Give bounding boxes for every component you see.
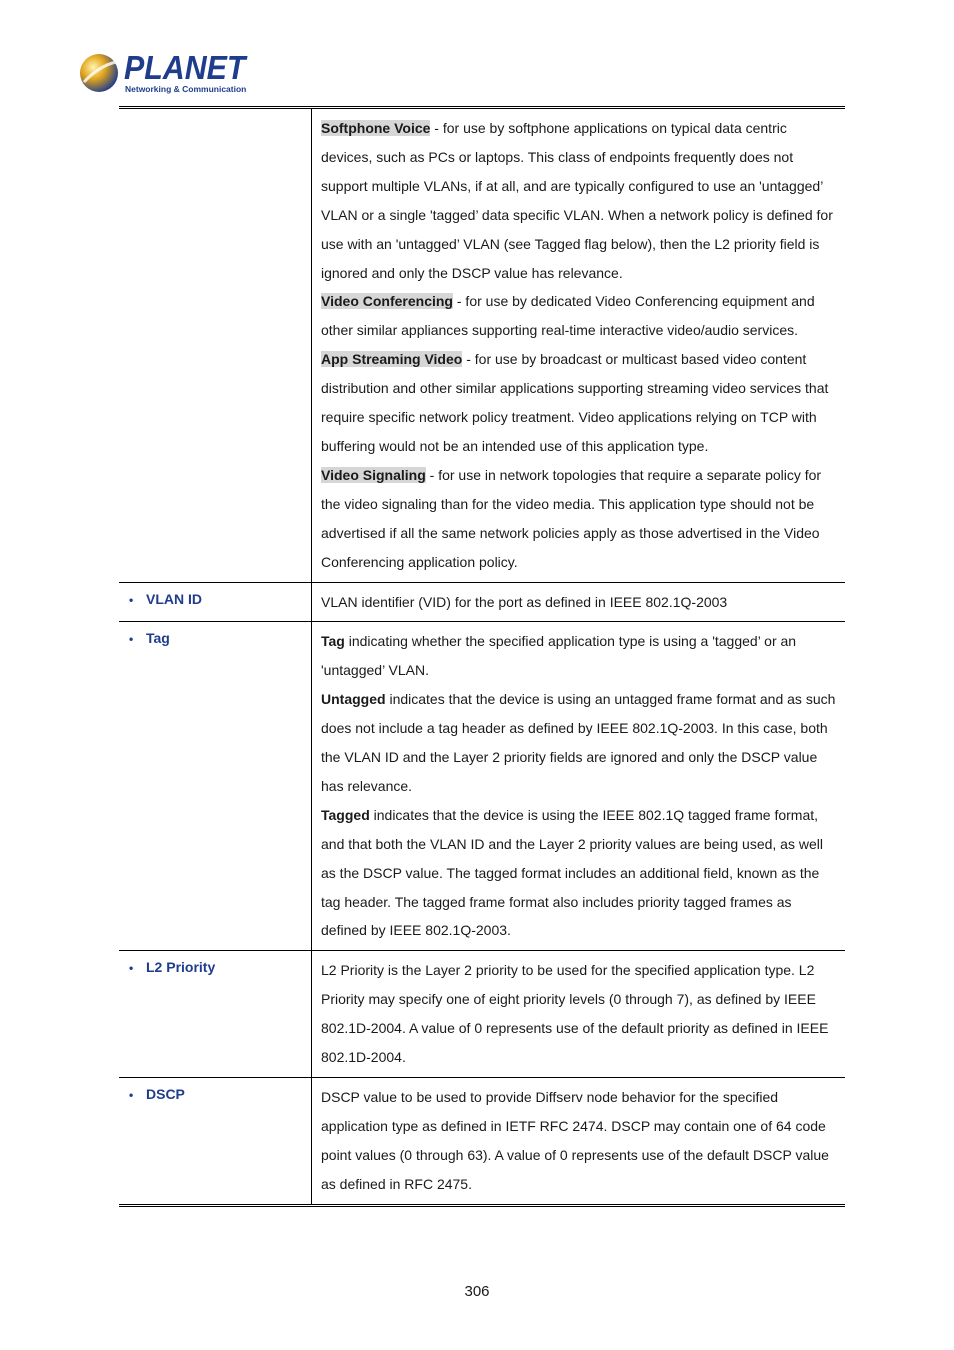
planet-logo (78, 50, 248, 96)
description-cell (312, 583, 845, 622)
term-label: Softphone Voice (321, 120, 431, 136)
bullet-icon: • (129, 592, 134, 607)
description-text: L2 Priority is the Layer 2 priority to be used for the specified application type. L2 Priority may specify one of eight priority levels (0 through 7), as defined by IEEE 802.1D-2004. A value of 0 represents use of the default priority as defined in IEEE 802.1D-2004. (321, 962, 829, 1066)
description-text: - for use in network topologies that require a separate policy for the video signaling than for the video media. This application type should not be advertised if all the same network policies apply as those advertised in the Video Conferencing application policy. (321, 466, 822, 570)
parameter-table (119, 106, 845, 1207)
parameter-label: DSCP (146, 1086, 185, 1102)
table-row (119, 582, 845, 622)
logo-tagline: Networking & Communication (125, 84, 247, 94)
description-text: - for use by softphone applications on typical data centric devices, such as PCs or laptops. This class of endpoints frequently does not support multiple VLANs, if at all, and are typically configured to use an 'untagged’ VLAN or a single 'tagged’ data specific VLAN. When a network policy is defined for use with an 'untagged’ VLAN (see Tagged flag below), then the L2 priority field is ignored and only the DSCP value has relevance. (321, 120, 833, 281)
description-paragraph (321, 114, 839, 287)
parameter-cell (119, 583, 312, 622)
term-label: Tag (321, 633, 345, 650)
parameter-label: VLAN ID (146, 590, 202, 607)
term-label: Untagged (321, 691, 386, 708)
bullet-icon: • (129, 1088, 134, 1102)
parameter-cell (119, 622, 312, 950)
description-paragraph (321, 345, 839, 461)
description-text: - for use by dedicated Video Conferencing equipment and other similar appliances supporting real-time interactive video/audio services. (321, 293, 815, 339)
bullet-icon: • (129, 632, 134, 647)
term-label: Video Conferencing (321, 293, 453, 310)
description-paragraph (321, 588, 839, 617)
bullet-icon: • (129, 961, 134, 976)
table-row (119, 109, 845, 582)
description-cell (312, 951, 845, 1077)
description-paragraph (321, 801, 839, 946)
description-cell (312, 1078, 845, 1204)
description-cell (312, 622, 845, 950)
table-row (119, 621, 845, 950)
description-text: indicates that the device is using the IEEE 802.1Q tagged frame format, and that both the VLAN ID and the Layer 2 priority values are being used, as well as the DSCP value. The tagged format includes an additional field, known as the tag header. The tagged frame format also includes priority tagged frames as defined by IEEE 802.1Q-2003. (321, 806, 823, 939)
description-text: - for use by broadcast or multicast based video content distribution and other similar applications supporting streaming video services that require specific network policy treatment. Video applications relying on TCP with buffering would not be an intended use of this application type. (321, 351, 829, 454)
table-row (119, 1077, 845, 1204)
description-text: DSCP value to be used to provide Diffserv node behavior for the specified application type as defined in IETF RFC 2474. DSCP may contain one of 64 code point values (0 through 63). A value of 0 represents use of the default DSCP value as defined in RFC 2475. (321, 1089, 829, 1192)
parameter-label: L2 Priority (146, 959, 216, 976)
description-text: indicates that the device is using an untagged frame format and as such does not include a tag header as defined by IEEE 802.1Q-2003. In this case, both the VLAN ID and the Layer 2 priority fields are ignored and only the DSCP value has relevance. (321, 691, 836, 794)
description-paragraph (321, 287, 839, 345)
term-label: Tagged (321, 806, 370, 823)
description-text: indicating whether the specified application type is using a 'tagged’ or an 'untagged’ VLAN. (321, 633, 797, 679)
globe-icon (78, 52, 120, 94)
description-paragraph (321, 461, 839, 577)
description-cell (312, 109, 845, 582)
description-paragraph (321, 685, 839, 801)
parameter-cell (119, 951, 312, 1077)
table-row (119, 950, 845, 1077)
description-paragraph (321, 1083, 839, 1199)
parameter-cell (119, 1078, 312, 1204)
description-paragraph (321, 627, 839, 685)
term-label: Video Signaling (321, 466, 426, 483)
logo-wordmark: PLANET (124, 49, 246, 86)
page-number: 306 (464, 1283, 490, 1300)
term-label: App Streaming Video (321, 351, 463, 368)
parameter-cell (119, 109, 312, 582)
description-paragraph (321, 956, 839, 1072)
description-text: VLAN identifier (VID) for the port as defined in IEEE 802.1Q-2003 (321, 593, 728, 610)
parameter-label: Tag (146, 630, 170, 647)
